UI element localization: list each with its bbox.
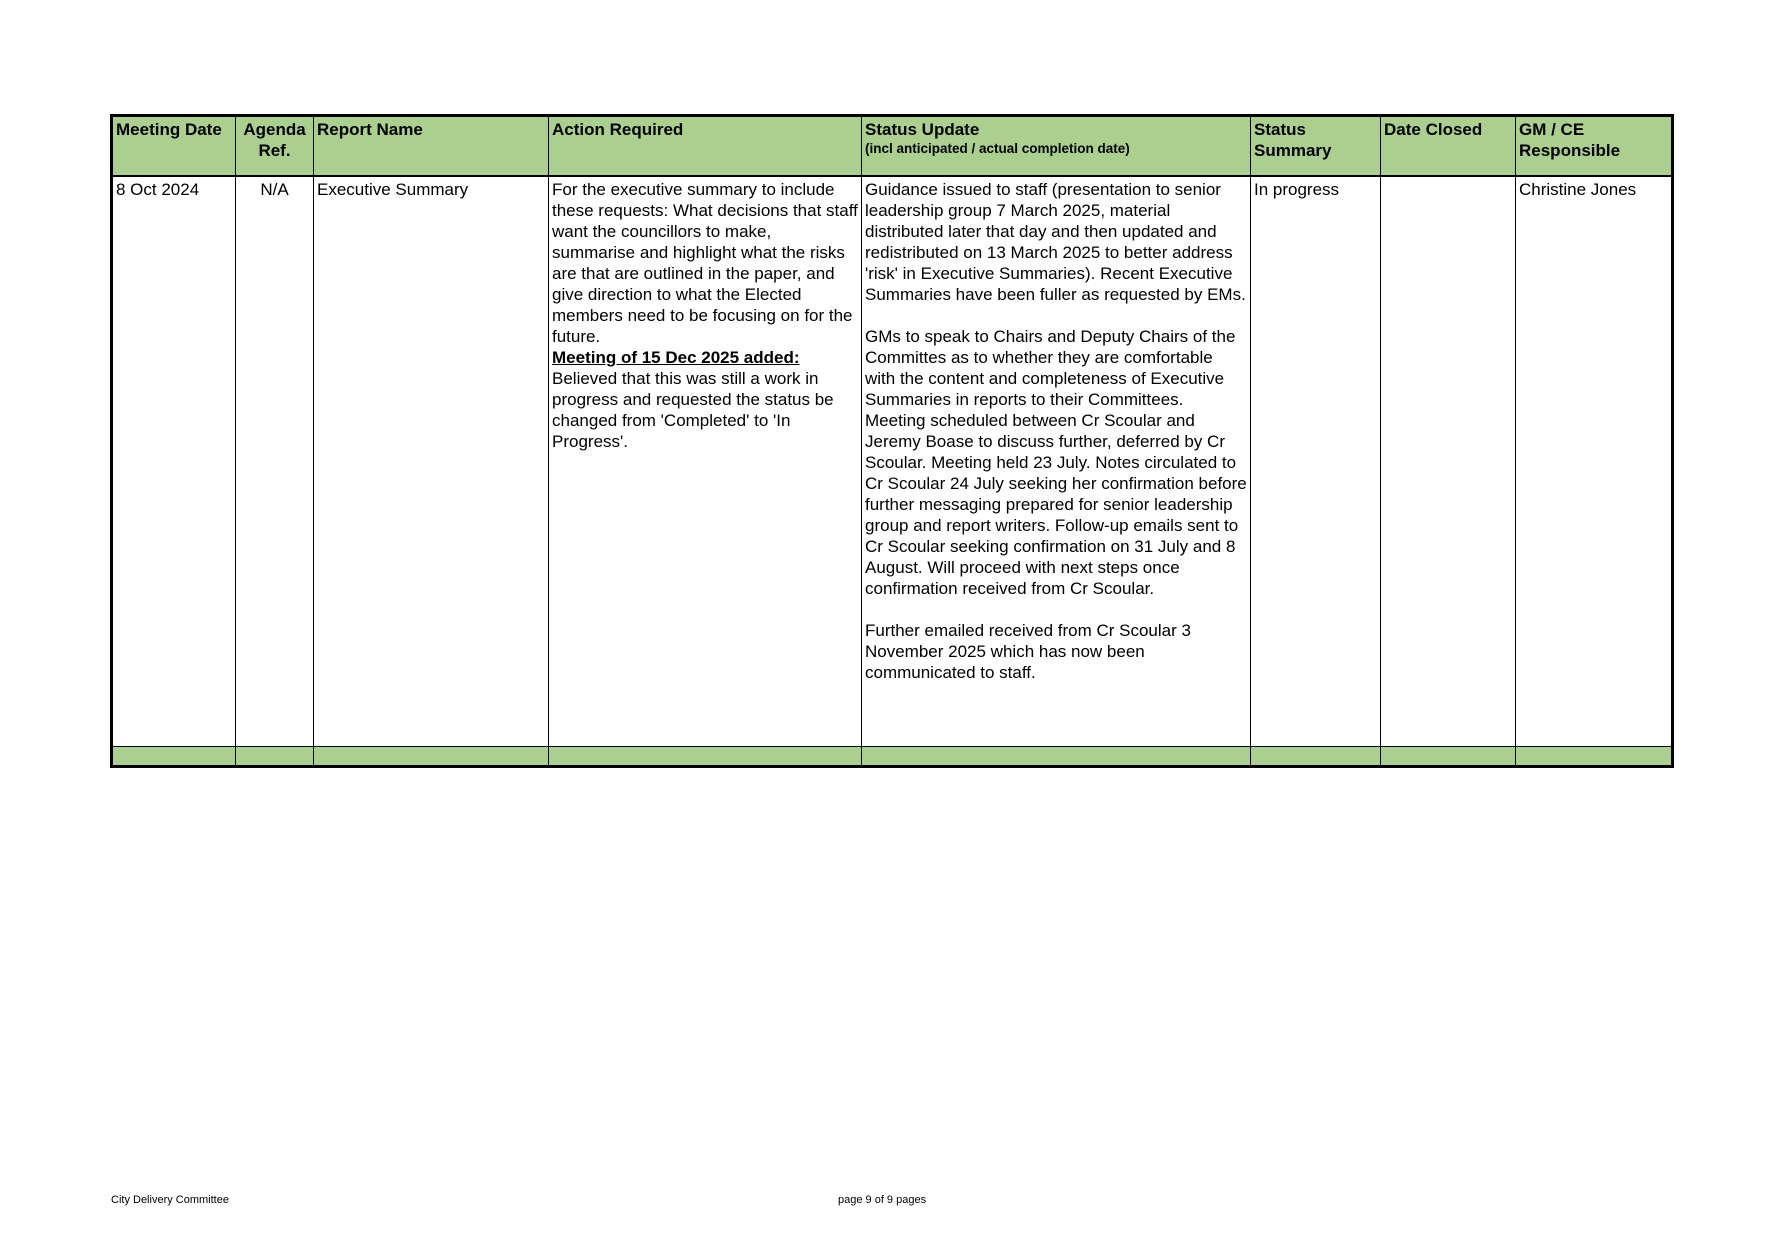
- table-header-row: [112, 116, 1673, 177]
- table-footer-band: [112, 747, 1673, 767]
- meeting-note-text: Believed that this was still a work in progress and requested the status be changed from 'Completed' to 'In Progress'.: [552, 369, 834, 451]
- cell-action-required: [549, 176, 862, 747]
- header-agenda-ref: Agenda Ref.: [236, 116, 314, 177]
- status-update-paragraph-1: Guidance issued to staff (presentation to senior leadership group 7 March 2025, material distributed later that day and then updated and redistributed on 13 March 2025 to better address 'risk' in Executive Summaries). Recent Executive Summaries have been fuller as requested by EMs.: [865, 180, 1246, 304]
- header-report-name: Report Name: [314, 116, 549, 177]
- status-update-paragraph-2: GMs to speak to Chairs and Deputy Chairs of the Committes as to whether they are comfortable with the content and completeness of Executive Summaries in reports to their Committees. Meeting scheduled between Cr Scoular and Jeremy Boase to discuss further, deferred by Cr Scoular. Meeting held 23 July. Notes circulated to Cr Scoular 24 July seeking her confirmation before further messaging prepared for senior leadership group and report writers. Follow-up emails sent to Cr Scoular seeking confirmation on 31 July and 8 August. Will proceed with next steps once confirmation received from Cr Scoular.: [865, 327, 1247, 598]
- cell-agenda-ref: N/A: [236, 176, 314, 747]
- cell-status-summary: In progress: [1251, 176, 1381, 747]
- cell-report-name: Executive Summary: [314, 176, 549, 747]
- action-tracker-table: [110, 114, 1674, 768]
- cell-status-update: [862, 176, 1251, 747]
- cell-meeting-date: 8 Oct 2024: [112, 176, 236, 747]
- header-date-closed: Date Closed: [1381, 116, 1516, 177]
- header-status-update-label: Status Update: [865, 120, 980, 139]
- meeting-note-heading: Meeting of 15 Dec 2025 added:: [552, 348, 800, 367]
- footer-committee-name: City Delivery Committee: [111, 1194, 229, 1206]
- header-status-summary: Status Summary: [1251, 116, 1381, 177]
- header-gm-ce: GM / CE Responsible: [1516, 116, 1673, 177]
- action-required-text: For the executive summary to include these requests: What decisions that staff want the councillors to make, summarise and highlight what the risks are that are outlined in the paper, and give direction to what the Elected members need to be focusing on for the future.: [552, 180, 858, 346]
- header-meeting-date: Meeting Date: [112, 116, 236, 177]
- cell-gm-ce: Christine Jones: [1516, 176, 1673, 747]
- table-row: [112, 176, 1673, 747]
- cell-date-closed: [1381, 176, 1516, 747]
- footer-page-number: page 9 of 9 pages: [838, 1194, 927, 1206]
- header-status-update: [862, 116, 1251, 177]
- header-action-required: Action Required: [549, 116, 862, 177]
- header-status-update-sub: (incl anticipated / actual completion date): [865, 141, 1130, 156]
- status-update-paragraph-3: Further emailed received from Cr Scoular 3 November 2025 which has now been communicated to staff.: [865, 621, 1191, 682]
